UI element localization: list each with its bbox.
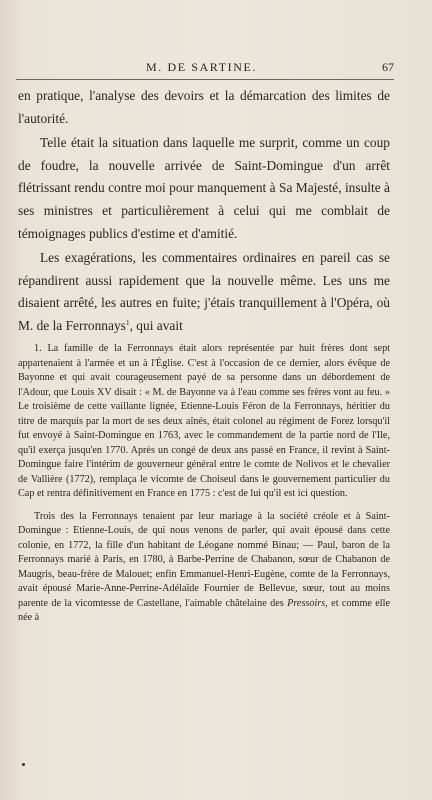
paragraph-2 [18, 132, 390, 245]
footnote-italic-term: Pressoirs [287, 597, 326, 609]
page-header [16, 58, 394, 78]
paragraph-text: Telle était la situation dans laquelle me surprit, comme un coup de foudre, la nouvelle arrivée de Saint-Domingue d'un arrêt flétrissant rendu contre moi pour manquement à Sa Majesté, insulte à ses ministres et particulièrement à celui qui me comblait de témoignages publics d'estime et d'amitié. [18, 135, 390, 241]
main-text [18, 85, 390, 338]
ink-speck [22, 763, 25, 766]
paragraph-text: Les exagérations, les commentaires ordinaires en pareil cas se répandirent aussi rapidement que la nouvelle même. Les uns me disaient arrêté, les autres en fuite; j'étais tranquillement à l'Opéra, où M. de la Ferronnays [18, 250, 390, 333]
paragraph-text-tail: , qui avait [129, 317, 183, 333]
footnote-1 [18, 342, 390, 502]
footnote-mark[interactable]: 1 [125, 317, 130, 327]
footnote-text: Trois des la Ferronnays tenaient par leur mariage à la société créole et à Saint-Domingue : Etienne-Louis, de qui nous venons de parler, qui avait épousé dans cette colonie, en 1772, la fille d'un habitant de Léogane nommé Binau; — Paul, baron de la Ferronnays marié à Paris, en 1780, à Barbe-Perrine de Chabanon, sœur de Chabanon de Maugris, beau-frère de Malouet; enfin Emmanuel-Henri-Eugène, comte de la Ferronnays, avait épousé Marie-Anne-Perrine-Adélaïde Fournier de Bellevue, sœur, tout au moins parente de la vicomtesse de Castellane, l'aimable châtelaine des [18, 510, 390, 609]
paragraph-3 [18, 247, 390, 337]
footnote-text-tail: , et comme elle née à [18, 597, 390, 623]
paragraph-1 [18, 85, 390, 130]
footnotes [18, 342, 390, 626]
page-number: 67 [382, 60, 394, 74]
paragraph-text: en pratique, l'analyse des devoirs et la démarcation des limites de l'autorité. [18, 88, 390, 126]
running-head: M. DE SARTINE. [146, 60, 258, 74]
header-rule [16, 79, 394, 80]
footnote-text: 1. La famille de la Ferronnays était alors représentée par huit frères dont sept appartenaient à l'armée et un à l'Église. C'est à l'occasion de ce dernier, alors évêque de Bayonne et qui avait courageusement payé de sa personne dans un débordement de l'Adour, que Louis XV disait : « M. de Bayonne va à l'eau comme ses frères vont au feu. » Le troisième de cette vaillante lignée, Etienne-Louis Féron de la Ferronnays, héritier du titre de marquis par la mort de ses deux aînés, était colonel au régiment de Forez lorsqu'il fut envoyé à Saint-Domingue en 1763, avec le commandement de la partie nord de l'Ile, qu'il exerça jusqu'en 1770. Après un congé de deux ans passé en France, il revint à Saint-Domingue faire l'intérim de gouverneur général entre le comte de Nolivos et le chevalier de Vallière (1772), remplaça le vicomte de Choiseul dans le gouvernement particulier du Cap et rentra définitivement en France en 1775 : c'est de lui qu'il est ici question. [18, 343, 390, 499]
footnote-1-continued [18, 510, 390, 626]
